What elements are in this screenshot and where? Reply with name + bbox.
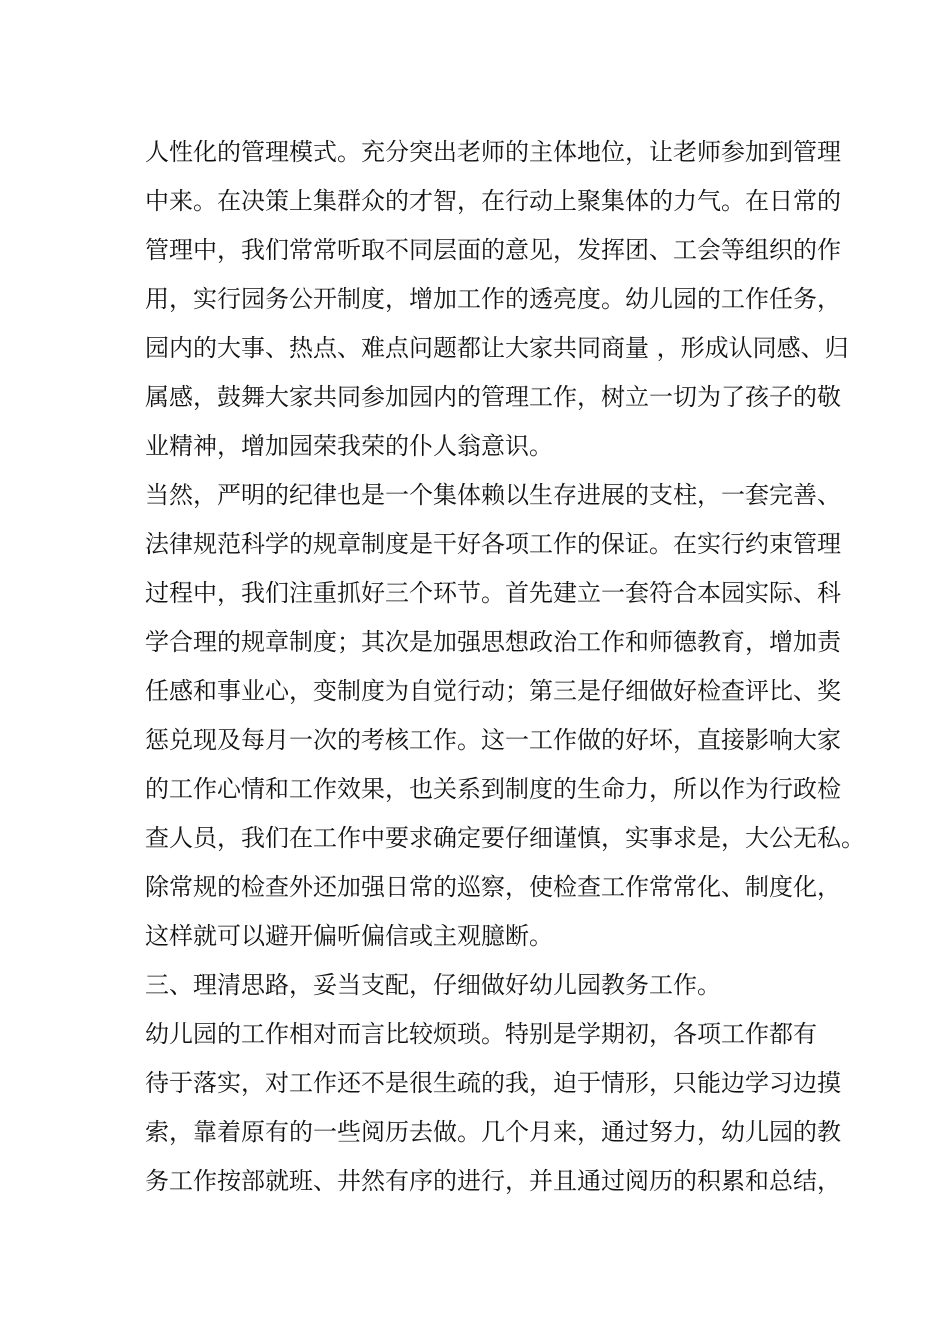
text-line: 幼儿园的工作相对而言比较烦琐。特别是学期初，各项工作都有	[145, 1020, 817, 1048]
text-line: 除常规的检查外还加强日常的巡察，使检查工作常常化、制度化，	[145, 873, 841, 901]
text-line: 用，实行园务公开制度，增加工作的透亮度。幼儿园的工作任务，	[145, 285, 841, 313]
text-line: 查人员，我们在工作中要求确定要仔细谨慎，实事求是，大公无私。	[145, 824, 865, 852]
text-line: 当然，严明的纪律也是一个集体赖以生存进展的支柱，一套完善、	[145, 481, 841, 509]
text-line: 索，靠着原有的一些阅历去做。几个月来，通过努力，幼儿园的教	[145, 1118, 841, 1146]
text-line: 惩兑现及每月一次的考核工作。这一工作做的好坏，直接影响大家	[145, 726, 841, 754]
text-line: 过程中，我们注重抓好三个环节。首先建立一套符合本园实际、科	[145, 579, 841, 607]
text-line: 管理中，我们常常听取不同层面的意见，发挥团、工会等组织的作	[145, 236, 841, 264]
text-line: 园内的大事、热点、难点问题都让大家共同商量 ，形成认同感、归	[145, 334, 849, 362]
text-line: 人性化的管理模式。充分突出老师的主体地位，让老师参加到管理	[145, 138, 841, 166]
text-line: 中来。在决策上集群众的才智，在行动上聚集体的力气。在日常的	[145, 187, 841, 215]
text-line: 业精神，增加园荣我荣的仆人翁意识。	[145, 432, 553, 460]
text-line: 学合理的规章制度；其次是加强思想政治工作和师德教育，增加责	[145, 628, 841, 656]
text-line: 三、理清思路，妥当支配，仔细做好幼儿园教务工作。	[145, 971, 721, 999]
text-line: 这样就可以避开偏听偏信或主观臆断。	[145, 922, 553, 950]
text-line: 属感，鼓舞大家共同参加园内的管理工作，树立一切为了孩子的敬	[145, 383, 841, 411]
text-line: 的工作心情和工作效果，也关系到制度的生命力，所以作为行政检	[145, 775, 841, 803]
text-line: 务工作按部就班、井然有序的进行，并且通过阅历的积累和总结，	[145, 1167, 841, 1195]
text-line: 法律规范科学的规章制度是干好各项工作的保证。在实行约束管理	[145, 530, 841, 558]
text-line: 待于落实，对工作还不是很生疏的我，迫于情形，只能边学习边摸	[145, 1069, 841, 1097]
text-line: 任感和事业心，变制度为自觉行动；第三是仔细做好检查评比、奖	[145, 677, 841, 705]
